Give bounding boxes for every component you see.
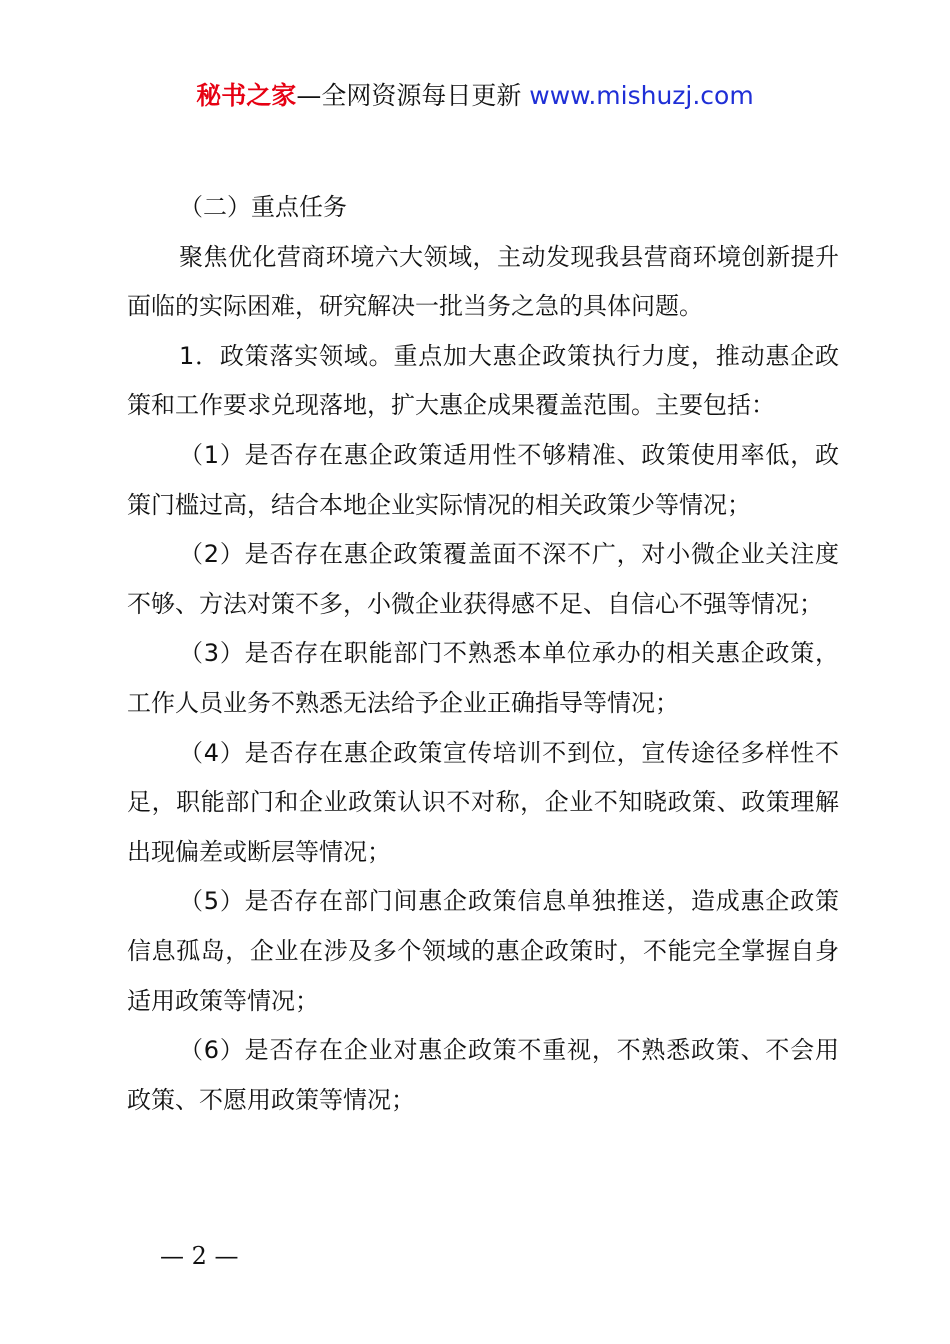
- policy-domain-paragraph: 1．政策落实领域。重点加大惠企政策执行力度，推动惠企政策和工作要求兑现落地，扩大惠企成果覆盖范围。主要包括：: [127, 341, 839, 420]
- list-item-6: （6）是否存在企业对惠企政策不重视，不熟悉政策、不会用政策、不愿用政策等情况；: [127, 1036, 839, 1114]
- list-item-2: （2）是否存在惠企政策覆盖面不深不广，对小微企业关注度不够、方法对策不多，小微企业获得感不足、自信心不强等情况；: [127, 540, 839, 618]
- website-url[interactable]: www.mishuzj.com: [529, 81, 754, 110]
- section-heading: （二）重点任务: [179, 193, 347, 221]
- list-item-3: （3）是否存在职能部门不熟悉本单位承办的相关惠企政策，工作人员业务不熟悉无法给予企业正确指导等情况；: [127, 639, 839, 717]
- list-item-4: （4）是否存在惠企政策宣传培训不到位，宣传途径多样性不足，职能部门和企业政策认识不对称，企业不知晓政策、政策理解出现偏差或断层等情况；: [127, 738, 839, 866]
- site-header: [0, 78, 950, 114]
- header-tagline: —全网资源每日更新: [296, 81, 522, 110]
- intro-paragraph: 聚焦优化营商环境六大领域，主动发现我县营商环境创新提升面临的实际困难，研究解决一批当务之急的具体问题。: [127, 242, 839, 321]
- page-number: — 2 —: [160, 1242, 239, 1270]
- document-body: [127, 183, 839, 1125]
- list-item-5: （5）是否存在部门间惠企政策信息单独推送，造成惠企政策信息孤岛，企业在涉及多个领域的惠企政策时，不能完全掌握自身适用政策等情况；: [127, 887, 839, 1015]
- list-item-1: （1）是否存在惠企政策适用性不够精准、政策使用率低，政策门槛过高，结合本地企业实际情况的相关政策少等情况；: [127, 440, 839, 519]
- brand-name: 秘书之家: [196, 81, 297, 110]
